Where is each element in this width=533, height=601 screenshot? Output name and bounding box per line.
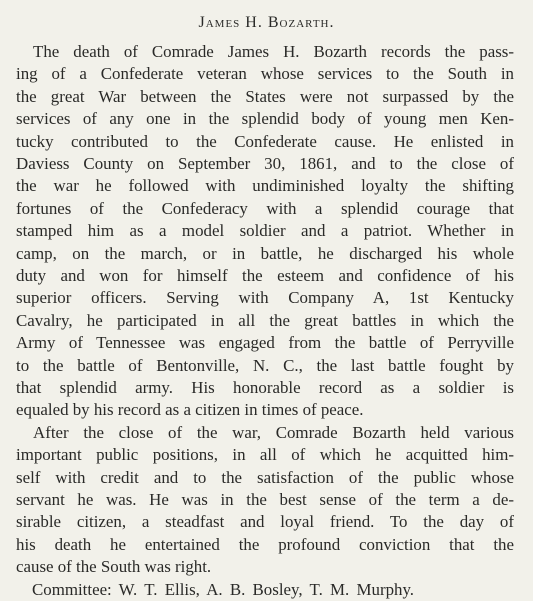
text-line: his death he entertained the profound conviction that the [16, 534, 514, 554]
text-line: the great War between the States were not surpassed by the [16, 86, 514, 106]
text-line: duty and won for himself the esteem and confidence of his [16, 266, 514, 285]
text-line: After the close of the war, Comrade Bozarth held various [33, 422, 514, 442]
text-line: tucky contributed to the Confederate cause. He enlisted in [16, 131, 514, 151]
text-line: cause of the South was right. [16, 557, 212, 577]
committee-line: Committee: W. T. Ellis, A. B. Bosley, T. M. Murphy. [32, 579, 415, 599]
text-line: self with credit and to the satisfaction of the public whose [16, 467, 514, 487]
text-line: Daviess County on September 30, 1861, and to the close of [16, 154, 514, 173]
text-line: equaled by his record as a citizen in times of peace. [16, 400, 364, 420]
text-line: superior officers. Serving with Company A, 1st Kentucky [16, 288, 514, 308]
page-title: James H. Bozarth. [198, 14, 335, 31]
text-line: fortunes of the Confederacy with a splendid courage that [16, 198, 514, 218]
text-line: the war he followed with undiminished loyalty the shifting [16, 176, 514, 196]
text-line: ing of a Confederate veteran whose services to the South in [16, 64, 514, 84]
text-line: important public positions, in all of which he acquitted him- [16, 445, 514, 465]
text-line: camp, on the march, or in battle, he discharged his whole [16, 243, 514, 263]
text-line: to the battle of Bentonville, N. C., the last battle fought by [16, 355, 514, 375]
text-line: Cavalry, he participated in all the great battles in which the [16, 310, 514, 330]
text-line: stamped him as a model soldier and a patriot. Whether in [16, 221, 514, 241]
text-line: sirable citizen, a steadfast and loyal friend. To the day of [16, 512, 514, 532]
text-line: The death of Comrade James H. Bozarth records the pass- [33, 42, 514, 61]
text-line: that splendid army. His honorable record as a soldier is [16, 378, 514, 397]
text-line: Army of Tennessee was engaged from the battle of Perryville [16, 333, 514, 353]
text-line: servant he was. He was in the best sense of the term a de- [16, 490, 514, 509]
text-line: services of any one in the splendid body of young men Ken- [16, 109, 514, 129]
